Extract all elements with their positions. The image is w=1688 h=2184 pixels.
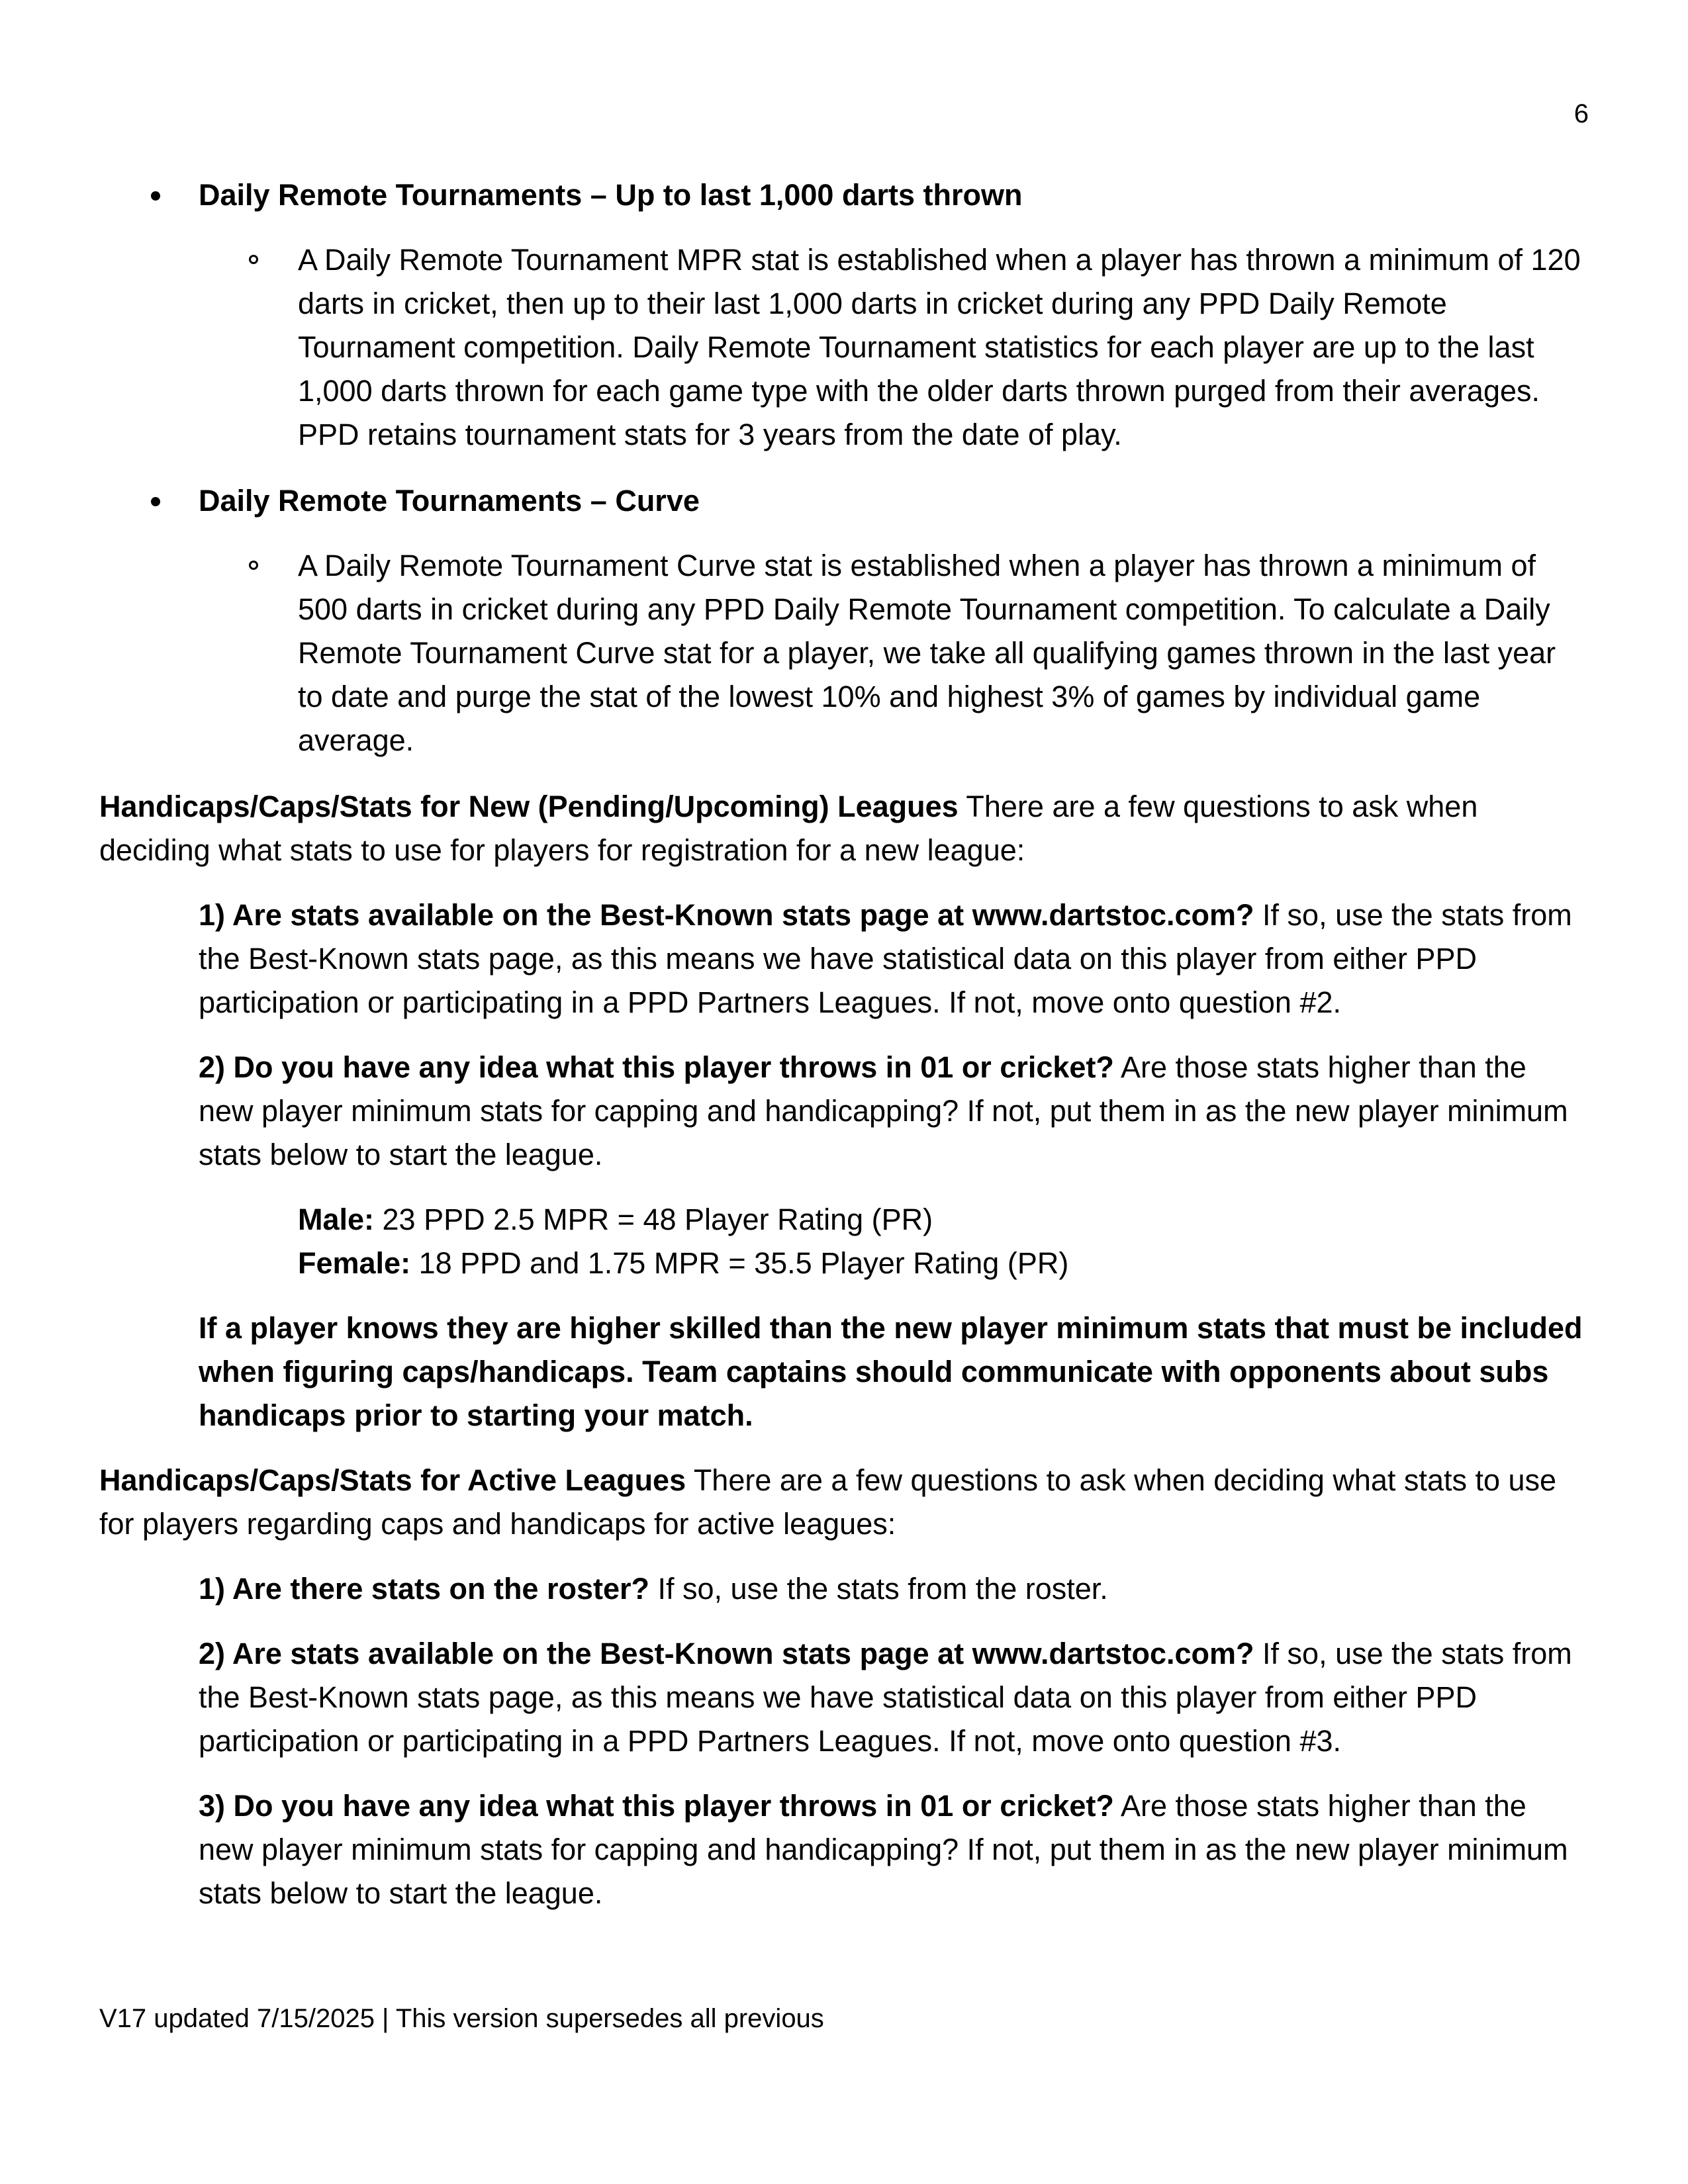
question-item (99, 1632, 1589, 1763)
minimum-stat-line (298, 1198, 1589, 1242)
active-leagues-section (99, 1459, 1589, 1546)
question-item (99, 1784, 1589, 1915)
answer-text: If so, use the stats from the Best-Known stats page, as this means we have statistical data on this player from either PPD participation or participating in a PPD Partners Leagues. If not, move onto question #3. (199, 1637, 1572, 1758)
bullet-dot-icon (151, 497, 160, 506)
question-text: 2) Do you have any idea what this player throws in 01 or cricket? (199, 1050, 1114, 1084)
minimum-stat-line (298, 1242, 1589, 1285)
bullet-dot-icon (151, 191, 160, 201)
section-heading: Handicaps/Caps/Stats for New (Pending/Upcoming) Leagues (99, 790, 959, 823)
question-item (99, 893, 1589, 1024)
question-text: 3) Do you have any idea what this player throws in 01 or cricket? (199, 1789, 1114, 1823)
answer-text: If so, use the stats from the Best-Known stats page, as this means we have statistical data on this player from either PPD participation or participating in a PPD Partners Leagues. If not, move onto question #2. (199, 898, 1572, 1019)
minimum-stat-label: Female: (298, 1246, 411, 1280)
question-item (99, 1046, 1589, 1177)
section-intro: There are a few questions to ask when deciding what stats to use for players for registration for a new league: (99, 790, 1478, 867)
answer-text: Are those stats higher than the new player minimum stats for capping and handicapping? If not, put them in as the new player minimum stats below to start the league. (199, 1050, 1568, 1171)
minimum-stat-value: 23 PPD 2.5 MPR = 48 Player Rating (PR) (374, 1203, 933, 1236)
sub-bullet-text: A Daily Remote Tournament Curve stat is established when a player has thrown a minimum of 500 darts in cricket during any PPD Daily Remote Tournament competition. To calculate a Daily Remote Tournament Curve stat for a player, we take all qualifying games thrown in the last year to date and purge the stat of the lowest 10% and highest 3% of games by individual game average. (298, 549, 1556, 757)
page-number: 6 (1573, 99, 1589, 128)
bullet-item (99, 173, 1589, 217)
bullet-item (99, 479, 1589, 523)
minimum-stat-label: Male: (298, 1203, 375, 1236)
hollow-bullet-icon (249, 255, 258, 264)
question-text: 1) Are there stats on the roster? (199, 1572, 649, 1606)
hollow-bullet-icon (249, 561, 258, 570)
page-footer: V17 updated 7/15/2025 | This version supersedes all previous (99, 2004, 824, 2033)
minimum-stat-value: 18 PPD and 1.75 MPR = 35.5 Player Rating (PR) (410, 1246, 1069, 1280)
bullet-heading: Daily Remote Tournaments – Up to last 1,000 darts thrown (199, 178, 1023, 212)
section-heading: Handicaps/Caps/Stats for Active Leagues (99, 1463, 686, 1497)
section-intro: There are a few questions to ask when deciding what stats to use for players regarding caps and handicaps for active leagues: (99, 1463, 1557, 1541)
sub-bullet-text: A Daily Remote Tournament MPR stat is established when a player has thrown a minimum of 120 darts in cricket, then up to their last 1,000 darts in cricket during any PPD Daily Remote Tournament competition. Daily Remote Tournament statistics for each player are up to the last 1,000 darts thrown for each game type with the older darts thrown purged from their averages. PPD retains tournament stats for 3 years from the date of play. (298, 243, 1581, 451)
question-text: 1) Are stats available on the Best-Known stats page at www.dartstoc.com? (199, 898, 1254, 932)
answer-text: Are those stats higher than the new player minimum stats for capping and handicapping? If not, put them in as the new player minimum stats below to start the league. (199, 1789, 1568, 1910)
sub-bullet-item (99, 238, 1589, 457)
page-content (99, 173, 1589, 1936)
question-text: 2) Are stats available on the Best-Known stats page at www.dartstoc.com? (199, 1637, 1254, 1670)
question-item (99, 1567, 1589, 1611)
bullet-heading: Daily Remote Tournaments – Curve (199, 484, 700, 518)
sub-bullet-item (99, 544, 1589, 762)
minimum-stats (99, 1198, 1589, 1285)
new-leagues-section (99, 785, 1589, 872)
captains-note: If a player knows they are higher skilled than the new player minimum stats that must be included when figuring caps/handicaps. Team captains should communicate with opponents about subs handicaps prior to starting your match. (199, 1311, 1583, 1432)
answer-text: If so, use the stats from the roster. (649, 1572, 1108, 1606)
